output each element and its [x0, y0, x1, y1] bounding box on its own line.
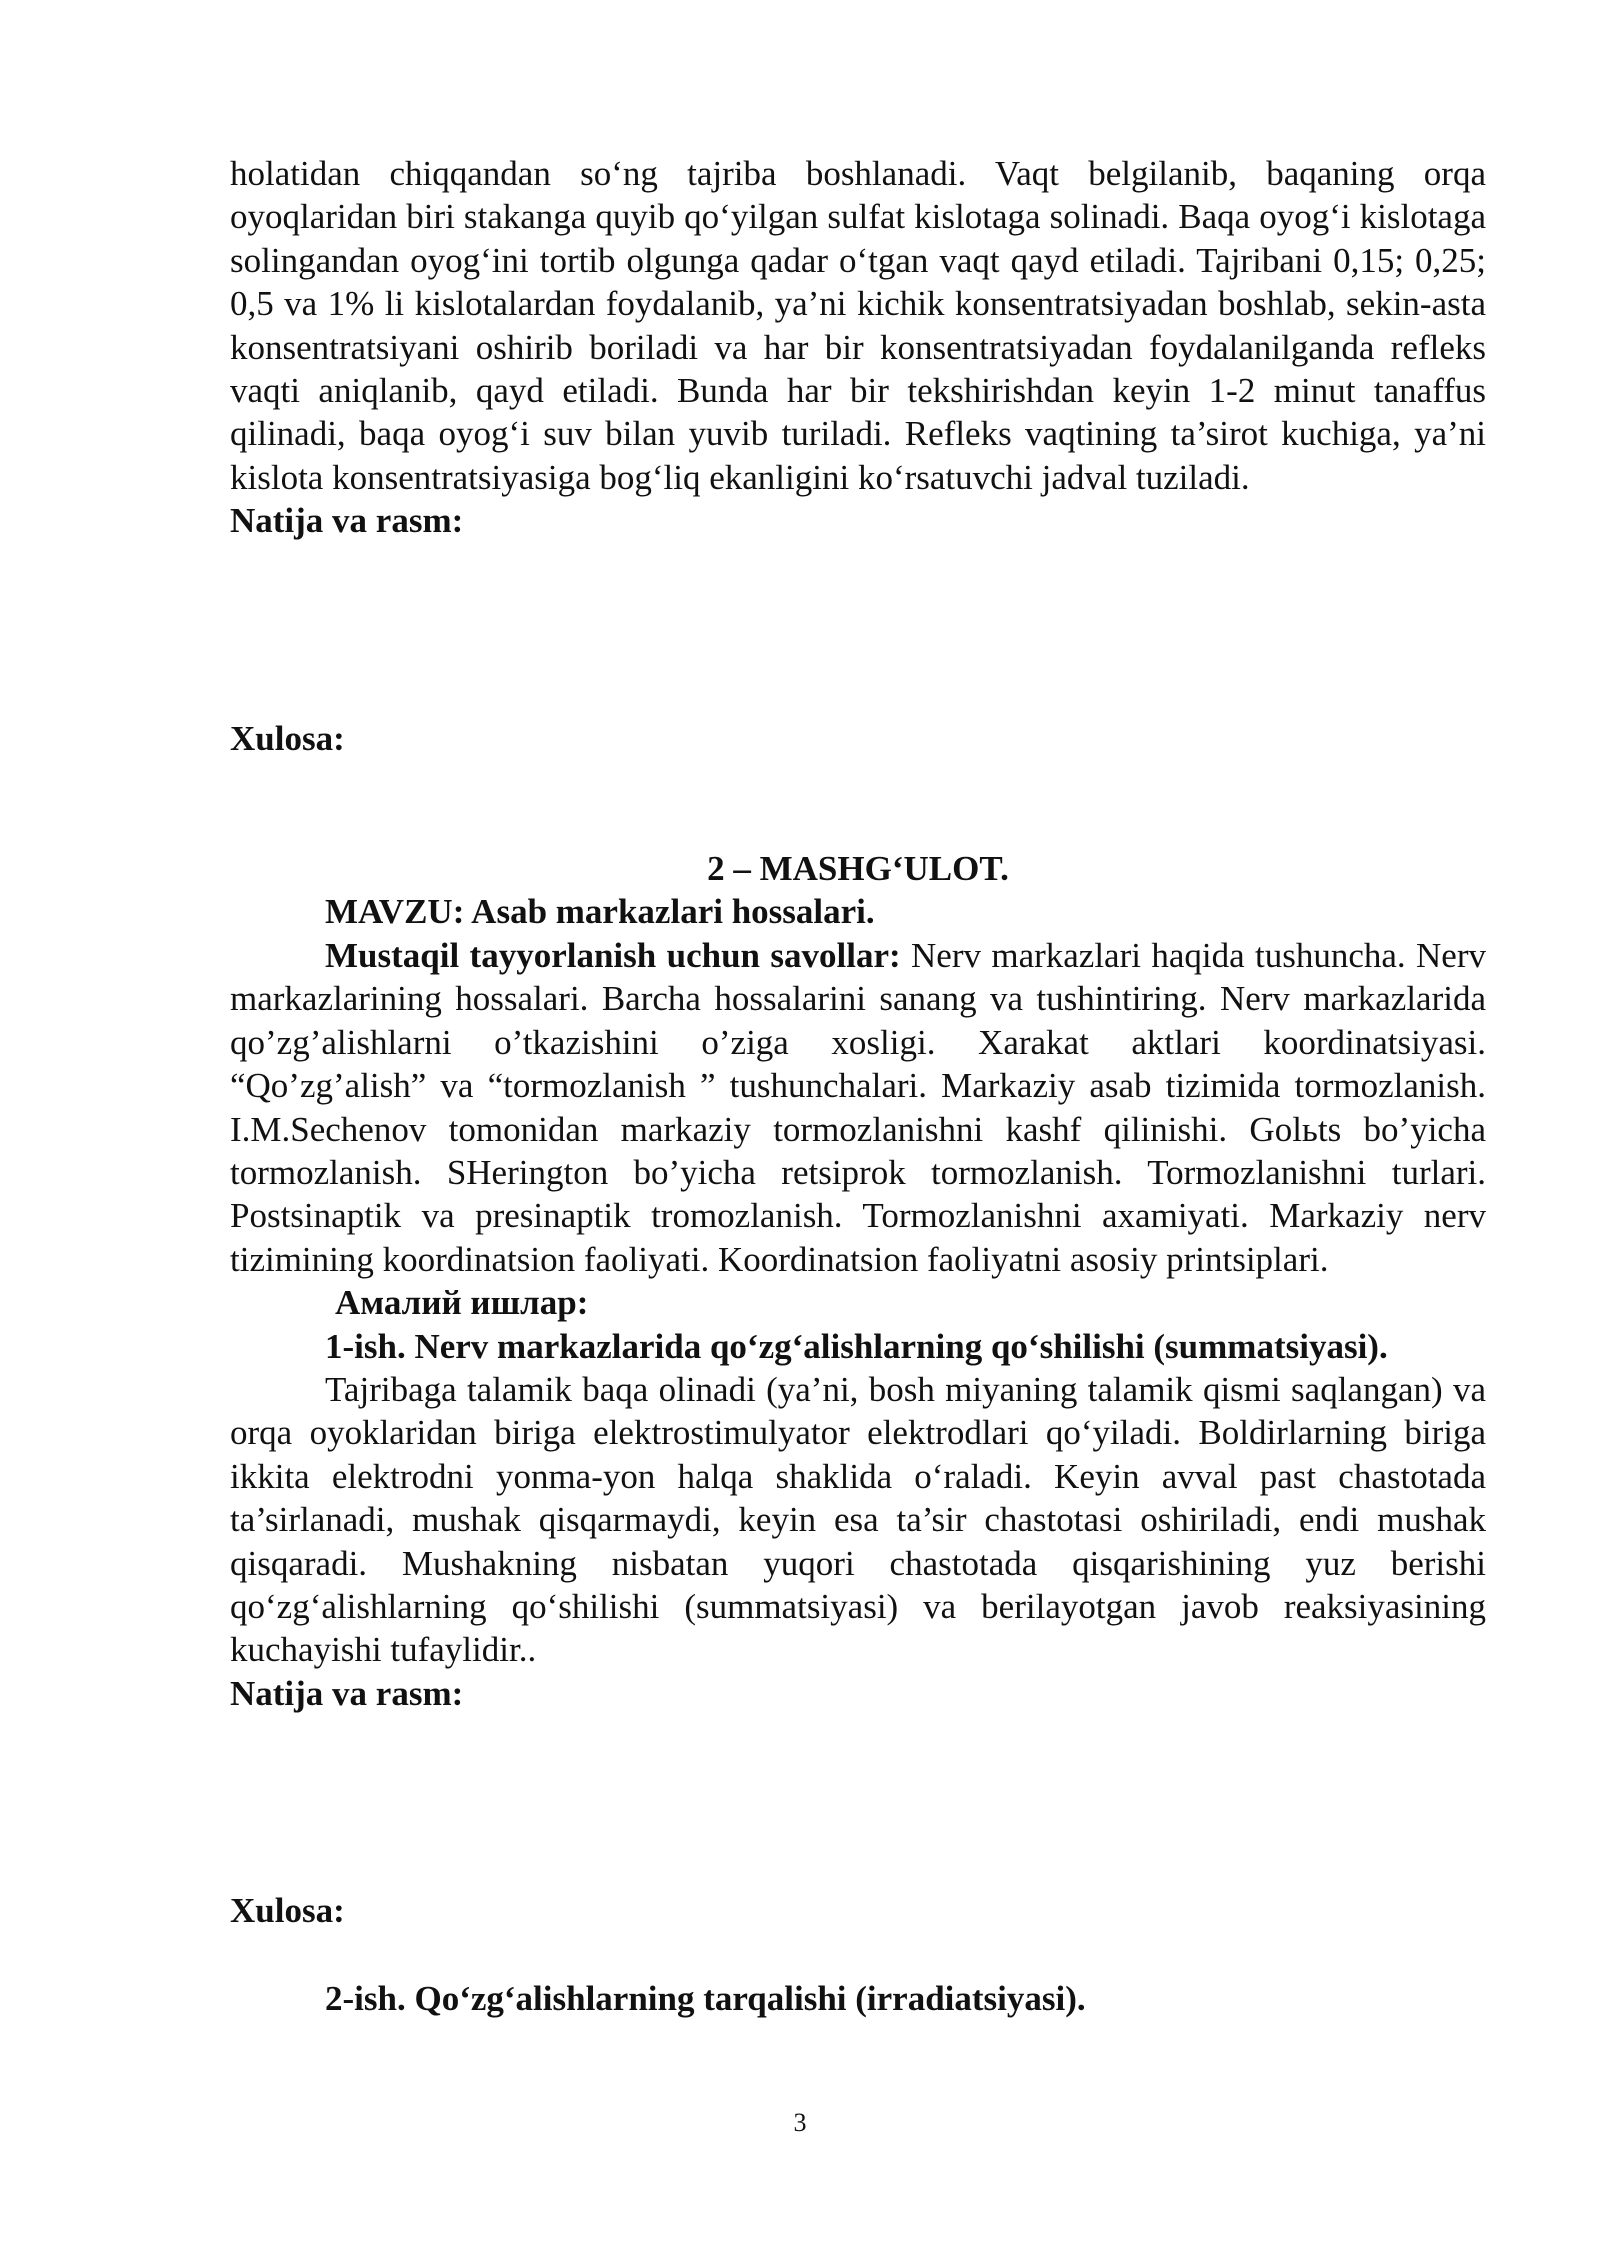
blank-space — [230, 1715, 1486, 1889]
result-label-2: Natija va rasm: — [230, 1673, 464, 1713]
questions-label: Mustaqil tayyorlanish uchun savollar: — [325, 935, 901, 975]
blank-space — [230, 543, 1486, 717]
result-label-1: Natija va rasm: — [230, 501, 464, 541]
intro-paragraph: holatidan chiqqandan so‘ng tajriba boshlanadi. Vaqt belgilanib, baqaning orqa oyoqlaridan biri stakanga quyib qo‘yilgan sulfat kislotaga solinadi. Baqa oyog‘i kislotaga solingandan oyog‘ini tortib olgunga qadar o‘tgan vaqt qayd etiladi. Tajribani 0,15; 0,25; 0,5 va 1% li kislotalardan foydalanib, ya’ni kichik konsentratsiyadan boshlab, sekin-asta konsentratsiyani oshirib boriladi va har bir konsentratsiyadan foydalanilganda refleks vaqti aniqlanib, qayd etiladi. Bunda har bir tekshirishdan keyin 1-2 minut tanaffus qilinadi, baqa oyog‘i suv bilan yuvib turiladi. Refleks vaqtining ta’sirot kuchiga, ya’ni kislota konsentratsiyasiga bog‘liq ekanligini ko‘rsatuvchi jadval tuziladi. — [230, 154, 1486, 497]
page-number: 3 — [793, 2108, 807, 2137]
document-page — [230, 152, 1486, 2020]
conclusion-label-1: Xulosa: — [230, 718, 345, 758]
questions-paragraph — [230, 934, 1486, 1281]
blank-space — [230, 1933, 1486, 1977]
work-1-text: Tajribaga talamik baqa olinadi (ya’ni, bosh miyaning talamik qismi saqlangan) va orqa oyoklaridan biriga elektrostimulyator elektrodlari qo‘yiladi. Boldirlarning biriga ikkita elektrodni yonma-yon halqa shaklida o‘raladi. Keyin avval past chastotada ta’sirlanadi, mushak qisqarmaydi, keyin esa ta’sir chastotasi oshiriladi, endi mushak qisqaradi. Mushakning nisbatan yuqori chastotada qisqarishining yuz berishi qo‘zg‘alishlarning qo‘shilishi (summatsiyasi) va berilayotgan javob reaksiyasining kuchayishi tufaylidir.. — [230, 1369, 1486, 1670]
lesson-title: 2 – MASHG‘ULOT. — [707, 849, 1009, 889]
work-2-title: 2-ish. Qo‘zg‘alishlarning tarqalishi (irradiatsiyasi). — [325, 1978, 1086, 2018]
conclusion-label-2: Xulosa: — [230, 1891, 345, 1931]
practical-label: Амалий ишлар: — [335, 1283, 589, 1323]
blank-space — [230, 760, 1486, 847]
work-1-title: 1-ish. Nerv markazlarida qo‘zg‘alishlarning qo‘shilishi (summatsiyasi). — [325, 1326, 1388, 1366]
questions-text: Nerv markazlari haqida tushuncha. Nerv markazlarining hossalari. Barcha hossalarini sanang va tushintiring. Nerv markazlarida qo’zg’alishlarni o’tkazishini o’ziga xosligi. Xarakat aktlari koordinatsiyasi. “Qo’zg’alish” va “tormozlanish ” tushunchalari. Markaziy asab tizimida tormozlanish. I.M.Sechenov tomonidan markaziy tormozlanishni kashf qilinishi. Golьts bo’yicha tormozlanish. SHerington bo’yicha retsiprok tormozlanish. Tormozlanishni turlari. Postsinaptik va presinaptik tromozlanish. Tormozlanishni axamiyati. Markaziy nerv tizimining koordinatsion faoliyati. Koordinatsion faoliyatni asosiy printsiplari. — [230, 935, 1486, 1279]
topic-heading: MAVZU: Asab markazlari hossalari. — [325, 892, 875, 932]
